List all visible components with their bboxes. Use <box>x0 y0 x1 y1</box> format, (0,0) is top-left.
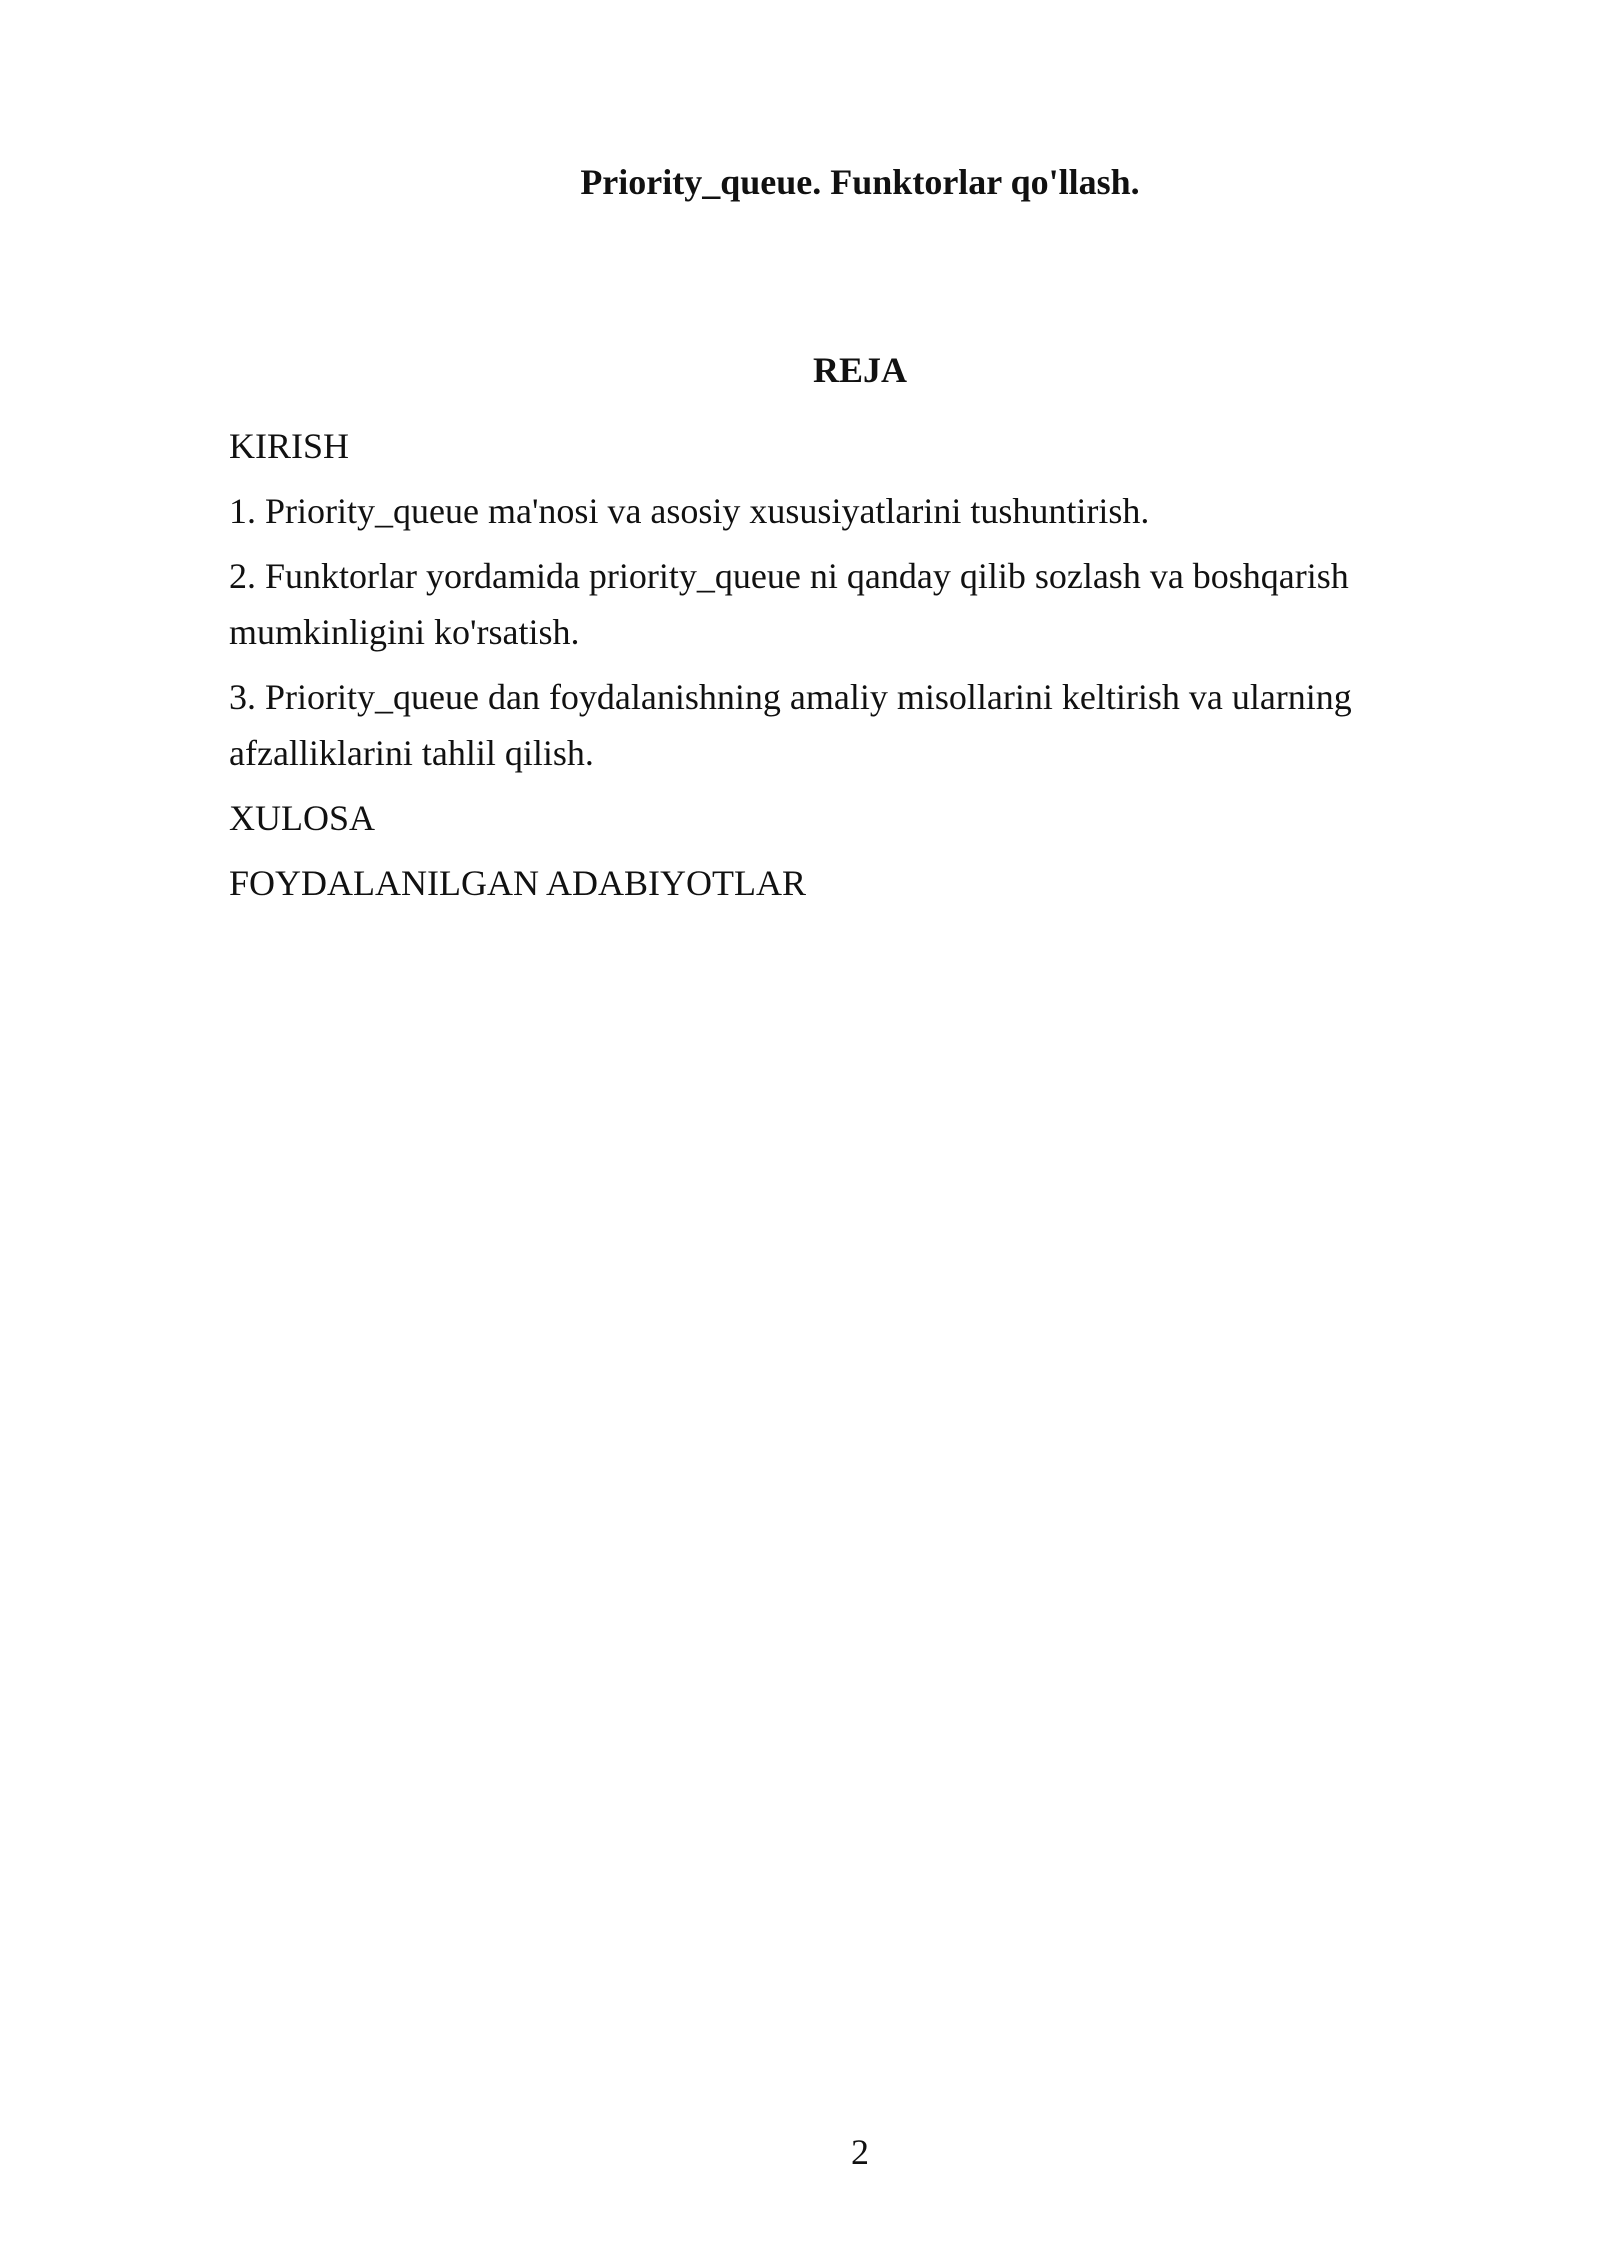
plan-item-intro: KIRISH <box>229 426 350 466</box>
document-title: Priority_queue. Funktorlar qo'llash. <box>580 162 1140 202</box>
plan-item-1: 1. Priority_queue ma'nosi va asosiy xususiyatlarini tushuntirish. <box>229 491 1150 531</box>
plan-item-conclusion: XULOSA <box>229 798 376 838</box>
plan-list <box>229 418 1419 920</box>
plan-item-references: FOYDALANILGAN ADABIYOTLAR <box>229 863 806 903</box>
page-number: 2 <box>851 2132 869 2172</box>
plan-item-3: 3. Priority_queue dan foydalanishning amaliy misollarini keltirish va ularning afzalliklarini tahlil qilish. <box>229 677 1352 773</box>
plan-item-2: 2. Funktorlar yordamida priority_queue ni qanday qilib sozlash va boshqarish mumkinligini ko'rsatish. <box>229 556 1349 652</box>
plan-heading: REJA <box>812 350 907 390</box>
